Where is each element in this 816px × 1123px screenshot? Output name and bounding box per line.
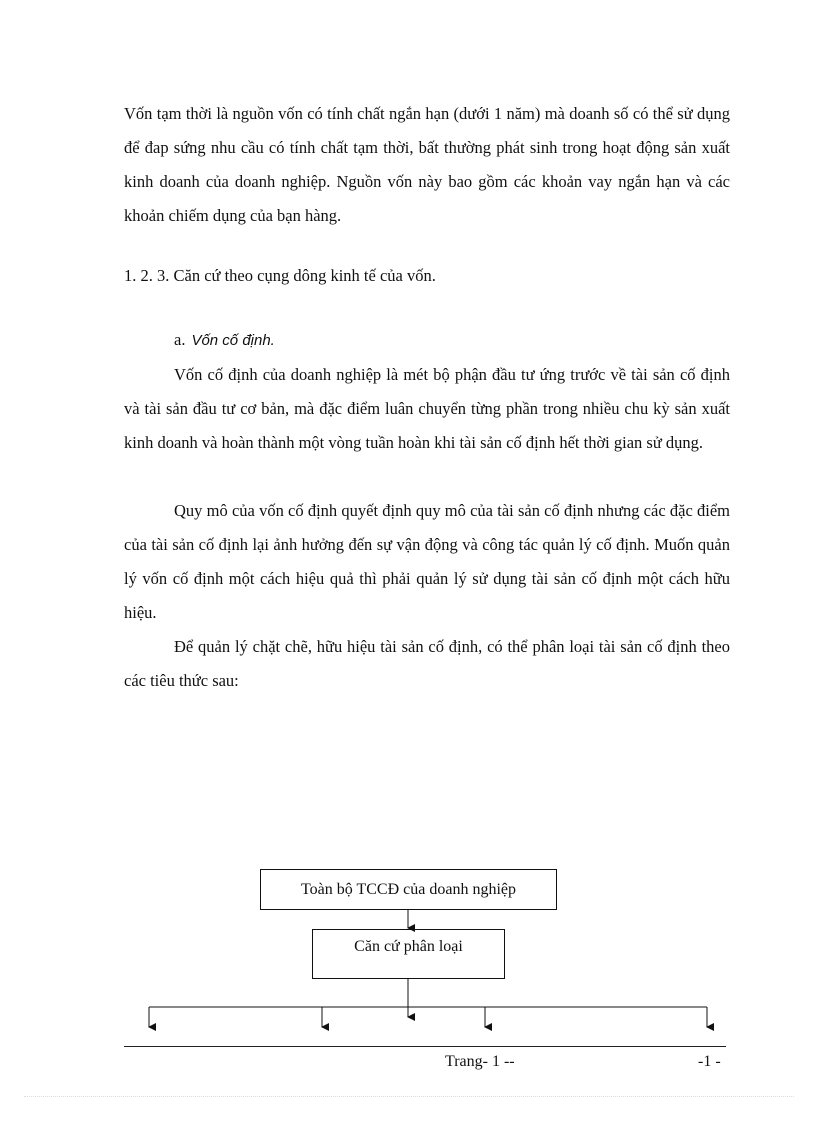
middle-box: Căn cứ phân loại [312, 929, 505, 979]
footer-page-number: -1 - [698, 1053, 721, 1070]
subheading [174, 330, 275, 350]
paragraph-fixed-capital: Vốn cố định của doanh nghiệp là mét bộ phận đầu tư ứng trước về tài sản cố định và tài sản đầu tư cơ bản, mà đặc điểm luân chuyển từng phần trong nhiều chu kỳ sản xuất kinh doanh và hoàn thành một vòng tuần hoàn khi tài sản cố định hết thời gian sử dụng. [124, 365, 730, 452]
section-heading: 1. 2. 3. Căn cứ theo cụng dông kinh tế của vốn. [124, 266, 436, 285]
paragraph-classification: Để quản lý chặt chẽ, hữu hiệu tài sản cố định, có thể phân loại tài sản cố định theo các tiêu thức sau: [124, 637, 730, 690]
paragraph-scale: Quy mô của vốn cố định quyết định quy mô của tài sản cố định nhưng các đặc điểm của tài sản cố định lại ảnh hưởng đến sự vận động và công tác quản lý cố định. Muốn quản lý vốn cố định một cách hiệu quả thì phải quản lý sử dụng tài sản cố định một cách hữu hiệu. [124, 501, 730, 622]
footer-page-label: Trang- 1 -- [445, 1053, 515, 1070]
subheading-marker: a. [174, 330, 186, 349]
subheading-title: Vốn cố định. [191, 332, 275, 349]
top-box: Toàn bộ TCCĐ của doanh nghiệp [260, 869, 557, 910]
page-bottom-border [24, 1096, 794, 1097]
paragraph-temporary-capital: Vốn tạm thời là nguồn vốn có tính chất ngắn hạn (dưới 1 năm) mà doanh số có thể sử dụng để đap sứng nhu cầu có tính chất tạm thời, bất thường phát sinh trong hoạt động sản xuất kinh doanh của doanh nghiệp. Nguồn vốn này bao gồm các khoản vay ngắn hạn và các khoản chiếm dụng của bạn hàng. [124, 104, 730, 225]
footer-rule [124, 1046, 726, 1047]
